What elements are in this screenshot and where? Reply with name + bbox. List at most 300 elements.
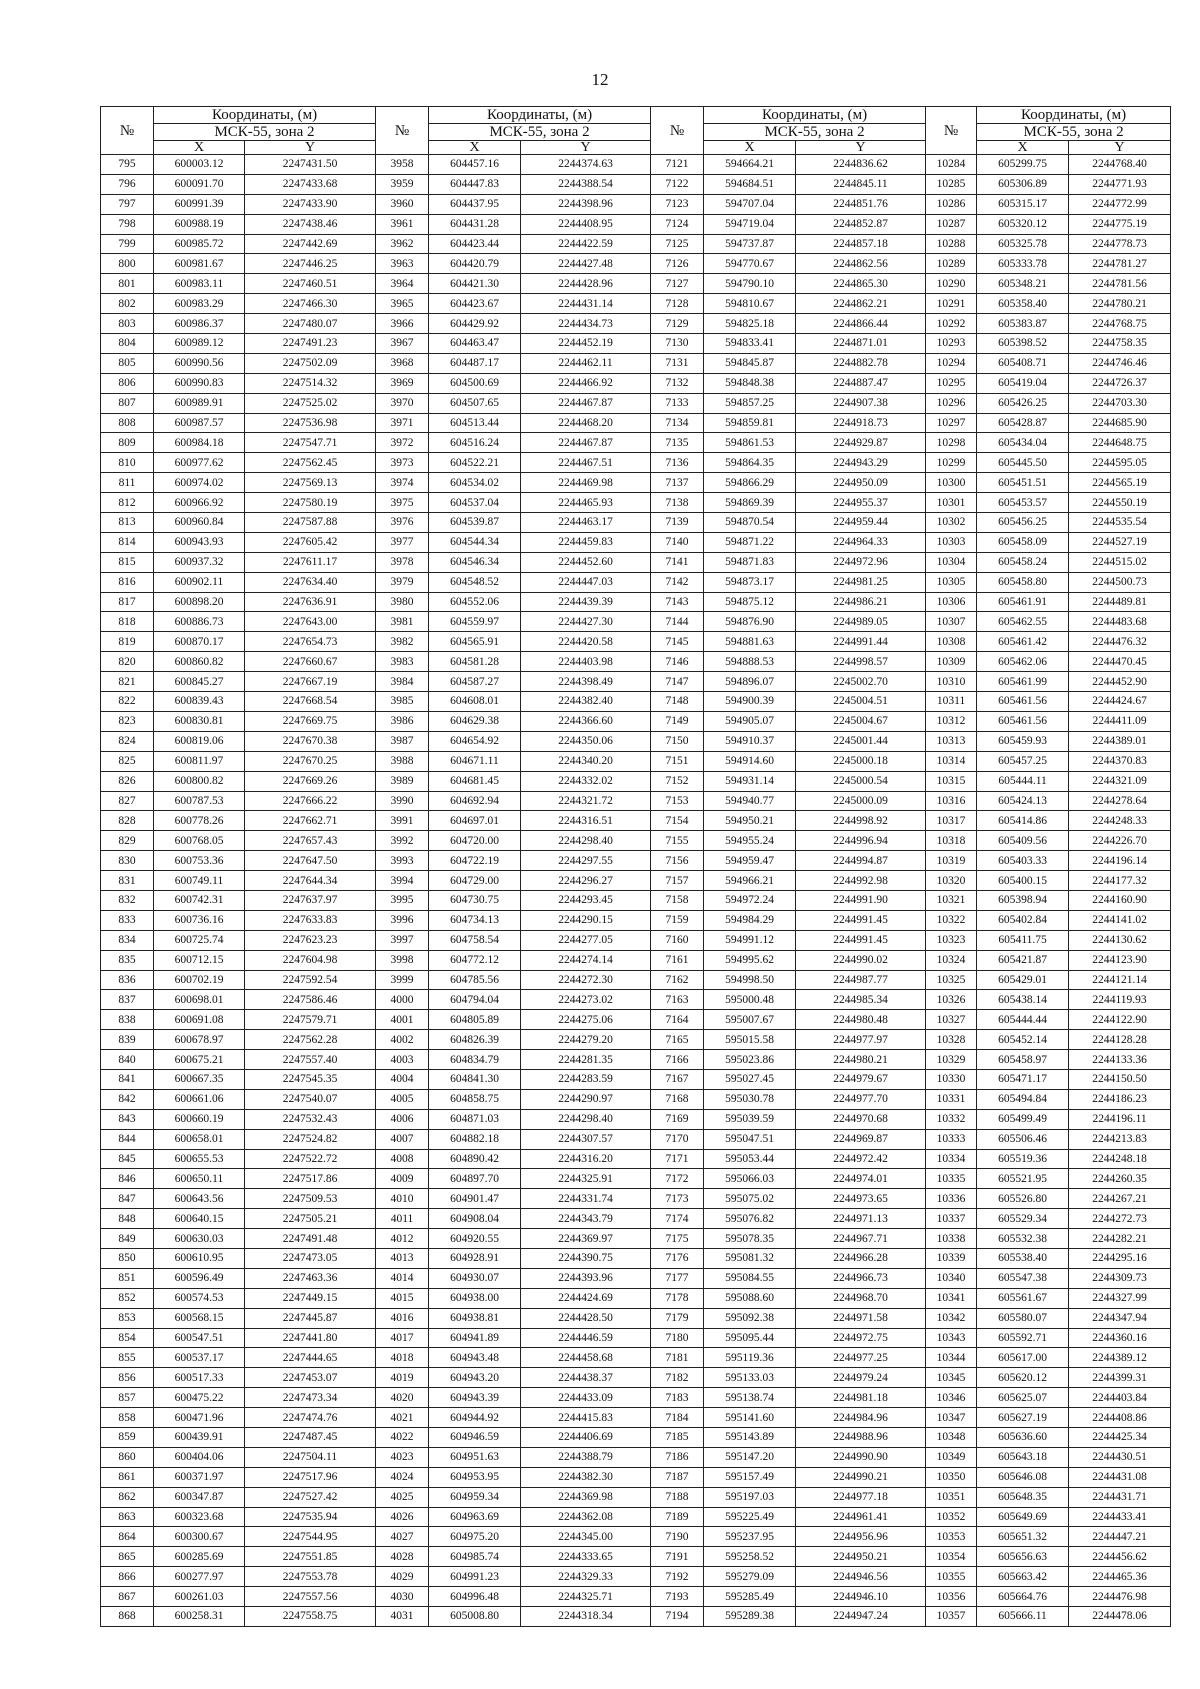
y-header: Y [796,141,926,155]
point-number-cell: 3982 [376,632,429,652]
table-row [101,1248,1171,1268]
point-number-cell: 820 [101,652,154,672]
y-coordinate-cell: 2247502.09 [245,353,376,373]
point-number-cell: 10332 [926,1109,977,1129]
point-number-cell: 844 [101,1129,154,1149]
point-number-cell: 4011 [376,1209,429,1229]
table-row [101,1567,1171,1587]
y-coordinate-cell: 2244907.38 [796,393,926,413]
point-number-cell: 7143 [651,592,704,612]
point-number-cell: 809 [101,433,154,453]
y-coordinate-cell: 2247637.97 [245,890,376,910]
point-number-cell: 4020 [376,1388,429,1408]
x-coordinate-cell: 605592.71 [977,1328,1069,1348]
y-coordinate-cell: 2247446.25 [245,254,376,274]
x-coordinate-cell: 600655.53 [154,1149,245,1169]
system-header: МСК-55, зона 2 [429,124,651,141]
point-number-cell: 7191 [651,1547,704,1567]
table-row [101,1487,1171,1507]
y-coordinate-cell: 2244703.30 [1069,393,1171,413]
x-coordinate-cell: 600977.62 [154,453,245,473]
point-number-cell: 4007 [376,1129,429,1149]
point-number-cell: 10331 [926,1089,977,1109]
y-coordinate-cell: 2245000.09 [796,791,926,811]
x-coordinate-cell: 605526.80 [977,1189,1069,1209]
x-coordinate-cell: 600323.68 [154,1507,245,1527]
point-number-cell: 827 [101,791,154,811]
point-number-cell: 848 [101,1209,154,1229]
x-coordinate-cell: 604734.13 [429,910,521,930]
y-coordinate-cell: 2244758.35 [1069,334,1171,354]
point-number-cell: 3989 [376,771,429,791]
y-coordinate-cell: 2247504.11 [245,1447,376,1467]
y-coordinate-cell: 2244411.09 [1069,711,1171,731]
point-number-cell: 10308 [926,632,977,652]
x-coordinate-cell: 600471.96 [154,1408,245,1428]
y-coordinate-cell: 2244325.71 [521,1587,651,1607]
x-header: X [977,141,1069,155]
x-coordinate-cell: 600258.31 [154,1607,245,1627]
coordinates-body [101,155,1171,1627]
coords-header: Координаты, (м) [429,107,651,124]
y-coordinate-cell: 2244428.96 [521,274,651,294]
x-coordinate-cell: 595053.44 [704,1149,796,1169]
point-number-cell: 10327 [926,1010,977,1030]
point-number-cell: 3960 [376,194,429,214]
point-number-cell: 4013 [376,1248,429,1268]
point-number-cell: 7178 [651,1288,704,1308]
y-coordinate-cell: 2244307.57 [521,1129,651,1149]
x-coordinate-cell: 600371.97 [154,1467,245,1487]
x-coordinate-cell: 605453.57 [977,493,1069,513]
point-number-cell: 7177 [651,1268,704,1288]
x-coordinate-cell: 600981.67 [154,254,245,274]
x-coordinate-cell: 605456.25 [977,513,1069,533]
x-coordinate-cell: 600870.17 [154,632,245,652]
table-row [101,652,1171,672]
point-number-cell: 10323 [926,930,977,950]
x-coordinate-cell: 594790.10 [704,274,796,294]
point-number-cell: 7194 [651,1607,704,1627]
x-coordinate-cell: 604507.65 [429,393,521,413]
table-row [101,433,1171,453]
y-coordinate-cell: 2244388.79 [521,1447,651,1467]
table-row [101,1089,1171,1109]
point-number-cell: 10335 [926,1169,977,1189]
point-number-cell: 828 [101,811,154,831]
x-coordinate-cell: 604423.67 [429,294,521,314]
x-coordinate-cell: 594905.07 [704,711,796,731]
table-row [101,194,1171,214]
x-coordinate-cell: 600658.01 [154,1129,245,1149]
x-coordinate-cell: 600839.43 [154,692,245,712]
table-row [101,1607,1171,1627]
point-number-cell: 825 [101,751,154,771]
x-coordinate-cell: 594861.53 [704,433,796,453]
table-row [101,1368,1171,1388]
x-coordinate-cell: 600277.97 [154,1567,245,1587]
x-coordinate-cell: 600974.02 [154,473,245,493]
x-coordinate-cell: 604559.97 [429,612,521,632]
table-row [101,513,1171,533]
x-coordinate-cell: 604457.16 [429,155,521,175]
point-number-cell: 7128 [651,294,704,314]
y-coordinate-cell: 2244857.18 [796,234,926,254]
x-coordinate-cell: 604996.48 [429,1587,521,1607]
x-coordinate-cell: 604437.95 [429,194,521,214]
table-row [101,1467,1171,1487]
x-coordinate-cell: 604629.38 [429,711,521,731]
y-coordinate-cell: 2244248.33 [1069,811,1171,831]
y-coordinate-cell: 2244467.87 [521,393,651,413]
y-coordinate-cell: 2244961.41 [796,1507,926,1527]
point-number-cell: 7158 [651,890,704,910]
y-coordinate-cell: 2247604.98 [245,950,376,970]
y-coordinate-cell: 2244447.21 [1069,1527,1171,1547]
point-number-cell: 801 [101,274,154,294]
point-number-cell: 3991 [376,811,429,831]
y-coordinate-cell: 2244278.64 [1069,791,1171,811]
x-coordinate-cell: 600643.56 [154,1189,245,1209]
table-row [101,1050,1171,1070]
point-number-cell: 831 [101,871,154,891]
table-row [101,1149,1171,1169]
point-number-cell: 843 [101,1109,154,1129]
coords-header: Координаты, (м) [154,107,376,124]
point-number-cell: 842 [101,1089,154,1109]
y-coordinate-cell: 2244362.08 [521,1507,651,1527]
y-coordinate-cell: 2245002.70 [796,672,926,692]
x-coordinate-cell: 595076.82 [704,1209,796,1229]
y-coordinate-cell: 2244466.92 [521,373,651,393]
x-coordinate-cell: 600661.06 [154,1089,245,1109]
y-coordinate-cell: 2244389.01 [1069,731,1171,751]
y-coordinate-cell: 2244290.15 [521,910,651,930]
x-coordinate-cell: 605461.42 [977,632,1069,652]
y-coordinate-cell: 2244403.84 [1069,1388,1171,1408]
table-row [101,1030,1171,1050]
y-coordinate-cell: 2244887.47 [796,373,926,393]
y-coordinate-cell: 2244991.45 [796,930,926,950]
y-coordinate-cell: 2244979.24 [796,1368,926,1388]
point-number-cell: 3975 [376,493,429,513]
y-coordinate-cell: 2244470.45 [1069,652,1171,672]
coords-header: Координаты, (м) [704,107,926,124]
point-number-cell: 7173 [651,1189,704,1209]
point-number-cell: 833 [101,910,154,930]
y-coordinate-cell: 2244775.19 [1069,214,1171,234]
point-number-cell: 10321 [926,890,977,910]
point-number-cell: 4019 [376,1368,429,1388]
x-coordinate-cell: 605333.78 [977,254,1069,274]
x-coordinate-cell: 600778.26 [154,811,245,831]
point-number-cell: 10309 [926,652,977,672]
point-number-cell: 845 [101,1149,154,1169]
y-coordinate-cell: 2244990.90 [796,1447,926,1467]
x-coordinate-cell: 604959.34 [429,1487,521,1507]
x-coordinate-cell: 604587.27 [429,672,521,692]
y-coordinate-cell: 2244422.59 [521,234,651,254]
y-coordinate-cell: 2244469.98 [521,473,651,493]
y-coordinate-cell: 2244399.31 [1069,1368,1171,1388]
x-coordinate-cell: 604943.39 [429,1388,521,1408]
point-number-cell: 10285 [926,174,977,194]
y-coordinate-cell: 2244468.20 [521,413,651,433]
table-row [101,1109,1171,1129]
y-coordinate-cell: 2244431.08 [1069,1467,1171,1487]
point-number-cell: 804 [101,334,154,354]
x-coordinate-cell: 605462.55 [977,612,1069,632]
point-number-cell: 3966 [376,314,429,334]
x-coordinate-cell: 605306.89 [977,174,1069,194]
y-coordinate-cell: 2247525.02 [245,393,376,413]
point-number-cell: 10287 [926,214,977,234]
y-coordinate-cell: 2244950.21 [796,1547,926,1567]
y-coordinate-cell: 2244977.97 [796,1030,926,1050]
point-number-cell: 3998 [376,950,429,970]
table-row [101,890,1171,910]
x-coordinate-cell: 594966.21 [704,871,796,891]
table-row [101,871,1171,891]
point-number-cell: 7149 [651,711,704,731]
y-coordinate-cell: 2244959.44 [796,513,926,533]
x-coordinate-cell: 600091.70 [154,174,245,194]
point-number-cell: 4029 [376,1567,429,1587]
x-coordinate-cell: 595030.78 [704,1089,796,1109]
y-coordinate-cell: 2244329.33 [521,1567,651,1587]
y-coordinate-cell: 2247463.36 [245,1268,376,1288]
point-number-cell: 4004 [376,1069,429,1089]
y-coordinate-cell: 2244852.87 [796,214,926,234]
x-coordinate-cell: 605458.97 [977,1050,1069,1070]
x-coordinate-cell: 605643.18 [977,1447,1069,1467]
point-number-cell: 7161 [651,950,704,970]
point-number-cell: 10350 [926,1467,977,1487]
point-number-cell: 3987 [376,731,429,751]
y-coordinate-cell: 2244456.62 [1069,1547,1171,1567]
y-coordinate-cell: 2244970.68 [796,1109,926,1129]
point-number-cell: 10355 [926,1567,977,1587]
point-number-cell: 4000 [376,990,429,1010]
x-coordinate-cell: 600568.15 [154,1308,245,1328]
table-row [101,851,1171,871]
x-coordinate-cell: 595147.20 [704,1447,796,1467]
y-coordinate-cell: 2244186.23 [1069,1089,1171,1109]
x-coordinate-cell: 594871.22 [704,532,796,552]
point-number-cell: 4022 [376,1428,429,1448]
x-coordinate-cell: 595225.49 [704,1507,796,1527]
point-number-cell: 862 [101,1487,154,1507]
point-number-cell: 3959 [376,174,429,194]
point-number-cell: 10291 [926,294,977,314]
x-coordinate-cell: 594825.18 [704,314,796,334]
x-coordinate-cell: 600937.32 [154,552,245,572]
x-coordinate-cell: 604431.28 [429,214,521,234]
table-row [101,771,1171,791]
x-coordinate-cell: 605348.21 [977,274,1069,294]
x-coordinate-cell: 605646.08 [977,1467,1069,1487]
y-coordinate-cell: 2244370.83 [1069,751,1171,771]
y-coordinate-cell: 2244972.96 [796,552,926,572]
num-header: № [376,107,429,155]
table-row [101,592,1171,612]
point-number-cell: 10328 [926,1030,977,1050]
point-number-cell: 7153 [651,791,704,811]
y-coordinate-cell: 2247473.05 [245,1248,376,1268]
point-number-cell: 841 [101,1069,154,1089]
table-row [101,274,1171,294]
y-coordinate-cell: 2244974.01 [796,1169,926,1189]
y-coordinate-cell: 2244309.73 [1069,1268,1171,1288]
y-coordinate-cell: 2244465.93 [521,493,651,513]
y-coordinate-cell: 2245004.51 [796,692,926,712]
num-header: № [101,107,154,155]
y-coordinate-cell: 2244403.98 [521,652,651,672]
table-row [101,413,1171,433]
y-coordinate-cell: 2244425.34 [1069,1428,1171,1448]
point-number-cell: 3986 [376,711,429,731]
y-coordinate-cell: 2247623.23 [245,930,376,950]
point-number-cell: 806 [101,373,154,393]
x-coordinate-cell: 594955.24 [704,831,796,851]
point-number-cell: 10305 [926,572,977,592]
x-coordinate-cell: 605499.49 [977,1109,1069,1129]
point-number-cell: 10303 [926,532,977,552]
x-coordinate-cell: 605461.99 [977,672,1069,692]
y-coordinate-cell: 2244929.87 [796,433,926,453]
x-coordinate-cell: 605627.19 [977,1408,1069,1428]
x-coordinate-cell: 594707.04 [704,194,796,214]
x-coordinate-cell: 594940.77 [704,791,796,811]
y-coordinate-cell: 2244977.70 [796,1089,926,1109]
y-coordinate-cell: 2247547.71 [245,433,376,453]
point-number-cell: 7180 [651,1328,704,1348]
y-coordinate-cell: 2244331.74 [521,1189,651,1209]
x-coordinate-cell: 604920.55 [429,1229,521,1249]
point-number-cell: 4010 [376,1189,429,1209]
x-coordinate-cell: 600667.35 [154,1069,245,1089]
point-number-cell: 868 [101,1607,154,1627]
y-coordinate-cell: 2244295.16 [1069,1248,1171,1268]
y-coordinate-cell: 2244462.11 [521,353,651,373]
point-number-cell: 847 [101,1189,154,1209]
x-coordinate-cell: 605402.84 [977,910,1069,930]
x-coordinate-cell: 605532.38 [977,1229,1069,1249]
x-coordinate-cell: 595007.67 [704,1010,796,1030]
y-coordinate-cell: 2244128.28 [1069,1030,1171,1050]
x-coordinate-cell: 595092.38 [704,1308,796,1328]
y-coordinate-cell: 2247487.45 [245,1428,376,1448]
x-coordinate-cell: 605428.87 [977,413,1069,433]
point-number-cell: 7184 [651,1408,704,1428]
y-coordinate-cell: 2244318.34 [521,1607,651,1627]
x-coordinate-cell: 595279.09 [704,1567,796,1587]
point-number-cell: 10334 [926,1149,977,1169]
y-coordinate-cell: 2244408.86 [1069,1408,1171,1428]
point-number-cell: 867 [101,1587,154,1607]
y-header: Y [245,141,376,155]
y-coordinate-cell: 2244772.99 [1069,194,1171,214]
y-coordinate-cell: 2244476.98 [1069,1587,1171,1607]
point-number-cell: 4018 [376,1348,429,1368]
point-number-cell: 4021 [376,1408,429,1428]
point-number-cell: 7171 [651,1149,704,1169]
y-coordinate-cell: 2247667.19 [245,672,376,692]
y-coordinate-cell: 2247433.90 [245,194,376,214]
x-coordinate-cell: 604692.94 [429,791,521,811]
point-number-cell: 4014 [376,1268,429,1288]
y-coordinate-cell: 2244465.36 [1069,1567,1171,1587]
point-number-cell: 7183 [651,1388,704,1408]
x-coordinate-cell: 595133.03 [704,1368,796,1388]
point-number-cell: 3999 [376,970,429,990]
y-coordinate-cell: 2244768.75 [1069,314,1171,334]
point-number-cell: 3978 [376,552,429,572]
point-number-cell: 3996 [376,910,429,930]
x-coordinate-cell: 594910.37 [704,731,796,751]
y-coordinate-cell: 2244298.40 [521,831,651,851]
y-coordinate-cell: 2244327.99 [1069,1288,1171,1308]
y-coordinate-cell: 2244781.56 [1069,274,1171,294]
x-coordinate-cell: 605315.17 [977,194,1069,214]
y-coordinate-cell: 2244918.73 [796,413,926,433]
x-coordinate-cell: 604552.06 [429,592,521,612]
y-coordinate-cell: 2247644.34 [245,871,376,891]
point-number-cell: 7127 [651,274,704,294]
table-row [101,473,1171,493]
y-coordinate-cell: 2244390.75 [521,1248,651,1268]
y-coordinate-cell: 2244275.06 [521,1010,651,1030]
y-coordinate-cell: 2247544.95 [245,1527,376,1547]
x-coordinate-cell: 605649.69 [977,1507,1069,1527]
point-number-cell: 10348 [926,1428,977,1448]
point-number-cell: 3988 [376,751,429,771]
point-number-cell: 3963 [376,254,429,274]
y-coordinate-cell: 2244771.93 [1069,174,1171,194]
y-coordinate-cell: 2247449.15 [245,1288,376,1308]
x-coordinate-cell: 595081.32 [704,1248,796,1268]
point-number-cell: 7142 [651,572,704,592]
x-coordinate-cell: 605462.06 [977,652,1069,672]
x-coordinate-cell: 604951.63 [429,1447,521,1467]
point-number-cell: 10302 [926,513,977,533]
y-coordinate-cell: 2244972.42 [796,1149,926,1169]
point-number-cell: 795 [101,155,154,175]
y-header: Y [521,141,651,155]
y-coordinate-cell: 2244781.27 [1069,254,1171,274]
y-coordinate-cell: 2244296.27 [521,871,651,891]
x-coordinate-cell: 605414.86 [977,811,1069,831]
x-coordinate-cell: 595285.49 [704,1587,796,1607]
y-coordinate-cell: 2247636.91 [245,592,376,612]
x-coordinate-cell: 600886.73 [154,612,245,632]
table-row [101,1129,1171,1149]
y-coordinate-cell: 2244382.40 [521,692,651,712]
point-number-cell: 814 [101,532,154,552]
x-coordinate-cell: 600285.69 [154,1547,245,1567]
x-coordinate-cell: 595075.02 [704,1189,796,1209]
y-coordinate-cell: 2244991.45 [796,910,926,930]
table-row [101,1447,1171,1467]
y-coordinate-cell: 2244500.73 [1069,572,1171,592]
table-row [101,1348,1171,1368]
y-coordinate-cell: 2247536.98 [245,413,376,433]
point-number-cell: 858 [101,1408,154,1428]
y-coordinate-cell: 2244177.32 [1069,871,1171,891]
table-row [101,1328,1171,1348]
point-number-cell: 816 [101,572,154,592]
point-number-cell: 7137 [651,473,704,493]
